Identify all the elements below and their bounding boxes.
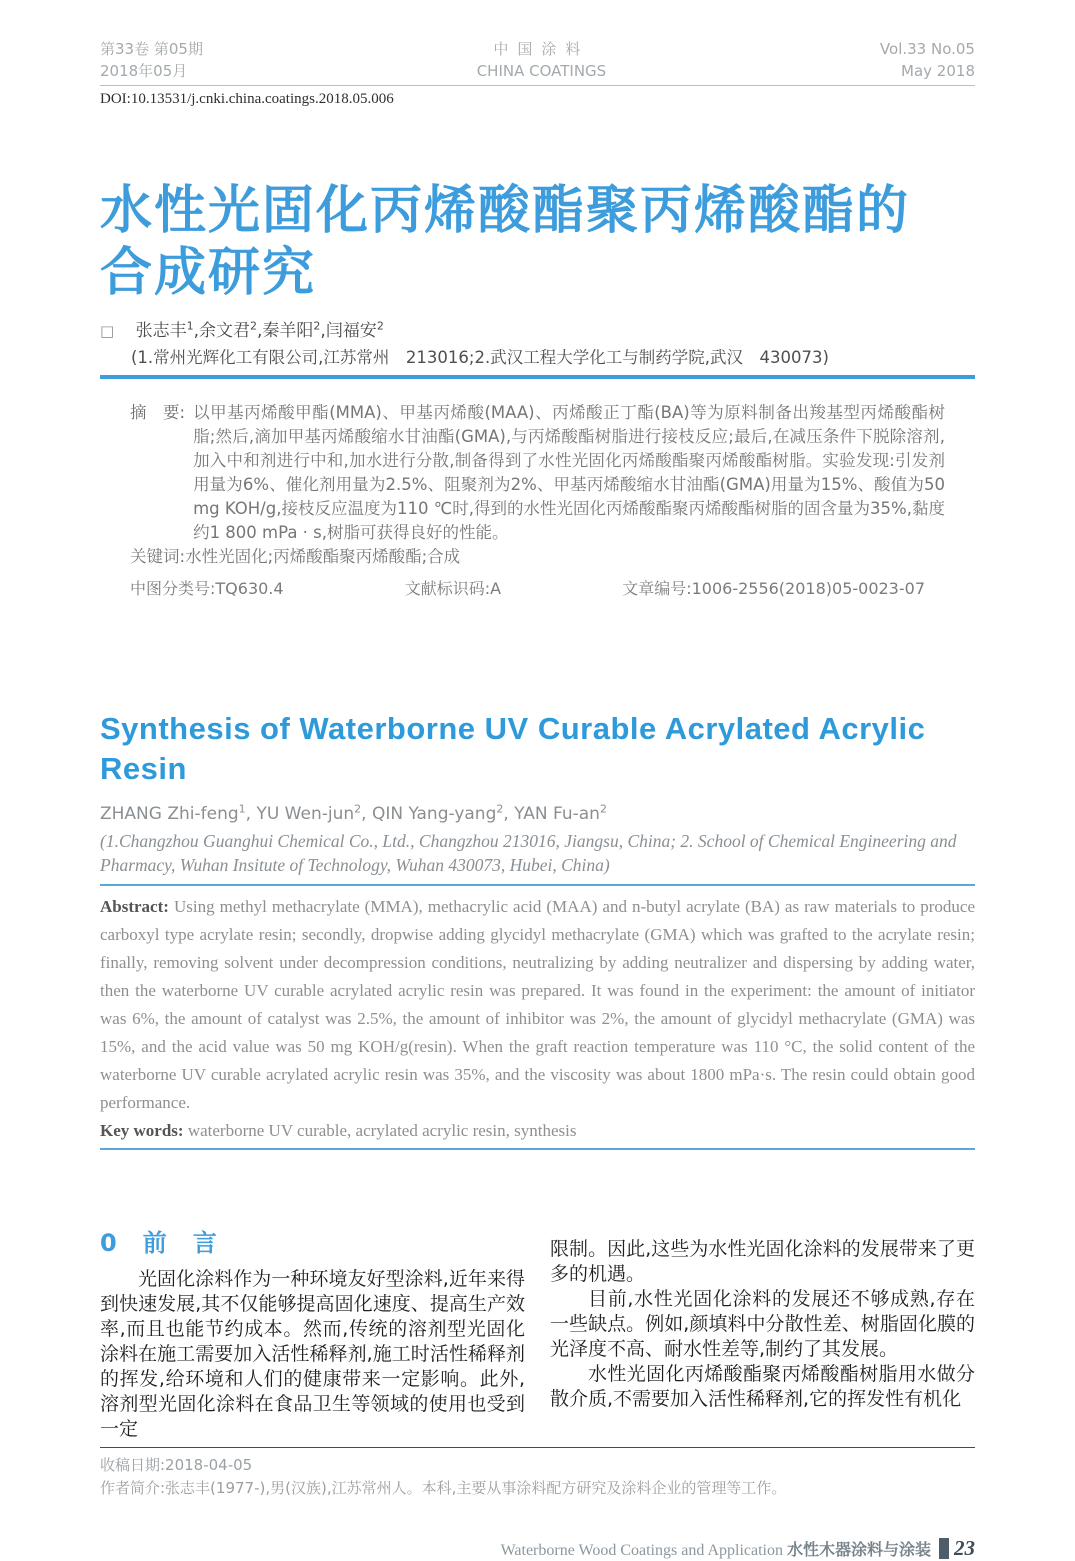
keywords-cn-text: 水性光固化;丙烯酸酯聚丙烯酸酯;合成 <box>185 547 461 566</box>
intro-paragraph-right-3: 水性光固化丙烯酸酯聚丙烯酸酯树脂用水做分散介质,不需要加入活性稀释剂,它的挥发性有机化 <box>550 1362 975 1410</box>
header-volume-issue-en <box>880 38 975 82</box>
keywords-cn <box>100 545 975 569</box>
section-heading <box>100 1228 525 1258</box>
author-cn-1: 张志丰$^1$, <box>135 319 199 341</box>
intro-paragraph-left: 光固化涂料作为一种环境友好型涂料,近年来得到快速发展,其不仅能够提高固化速度、提高生产效率,而且也能节约成本。然而,传统的溶剂型光固化涂料在施工需要加入活性稀释剂,施工时活性稀释剂的挥发,给环境和人们的健康带来一定影响。此外,溶剂型光固化涂料在食品卫生等领域的使用也受到一定 <box>100 1267 525 1440</box>
abstract-cn-label: 摘 要: <box>130 403 186 422</box>
article-title-cn <box>100 180 975 304</box>
abstract-cn <box>100 401 975 545</box>
keywords-cn-label: 关键词: <box>130 547 186 566</box>
journal-name-cn: 中国涂料 <box>493 40 590 58</box>
journal-name-en: CHINA COATINGS <box>476 62 607 80</box>
title-cn-line1: 水性光固化丙烯酸酯聚丙烯酸酯的 <box>100 181 911 241</box>
journal-header <box>100 38 975 86</box>
article-title-en: Synthesis of Waterborne UV Curable Acrylated Acrylic Resin <box>100 711 926 786</box>
divider-blue-thin-bottom <box>100 1148 975 1150</box>
body-columns <box>100 1228 975 1442</box>
article-id: 文章编号:1006-2556(2018)05-0023-07 <box>622 579 925 598</box>
page-content <box>100 38 975 1561</box>
journal-name <box>477 38 607 82</box>
author-cn-2: 余文君$^2$, <box>199 319 263 341</box>
author-en-1: ZHANG Zhi-feng$^1$, <box>100 802 257 824</box>
header-date-line-cn: 2018年05月 <box>100 62 188 80</box>
authors-cn <box>100 316 975 341</box>
header-date-en: May 2018 <box>901 62 975 80</box>
author-cn-4: 闫福安$^2$ <box>325 319 384 341</box>
header-vol-no: Vol.33 No.05 <box>879 40 975 58</box>
keywords-en <box>100 1117 975 1145</box>
abstract-en-text: Using methyl methacrylate (MMA), methacrylic acid (MAA) and n-butyl acrylate (BA) as raw materials to produce carboxyl type acrylate resin; secondly, dropwise adding glycidyl methacrylate (GMA) which was grafted to the acrylate resin; finally, removing solvent under decompression conditions, neutralizing by adding neutralizer and dispersing by adding water, then the waterborne UV curable acrylated acrylic resin was prepared. It was found in the experiment: the amount of initiator was 6%, the amount of catalyst was 2.5%, the amount of inhibitor was 2%, the amount of glycidyl methacrylate (GMA) was 15%, and the acid value was 50 mg KOH/g(resin). When the graft reaction temperature was 110 °C, the solid content of the waterborne UV curable acrylated acrylic resin was 35%, and the viscosity was about 1800 mPa·s. The resin could obtain good performance. <box>100 896 975 1112</box>
abstract-en-label: Abstract: <box>100 896 169 916</box>
authors-en <box>100 802 975 824</box>
footer-journal-en: Waterborne Wood Coatings and Application <box>500 1541 783 1559</box>
intro-paragraph-right-2: 目前,水性光固化涂料的发展还不够成熟,存在一些缺点。例如,颜填料中分散性差、树脂固化膜的光泽度不高、耐水性差等,制约了其发展。 <box>550 1287 975 1360</box>
divider-blue-thin-top <box>100 884 975 886</box>
footnotes <box>100 1454 975 1500</box>
keywords-en-text: waterborne UV curable, acrylated acrylic resin, synthesis <box>183 1120 577 1140</box>
abstract-cn-text: 以甲基丙烯酸甲酯(MMA)、甲基丙烯酸(MAA)、丙烯酸正丁酯(BA)等为原料制备出羧基型丙烯酸酯树脂;然后,滴加甲基丙烯酸缩水甘油酯(GMA),与丙烯酸酯树脂进行接枝反应;最后,在减压条件下脱除溶剂,加入中和剂进行中和,加水进行分散,制备得到了水性光固化丙烯酸酯聚丙烯酸酯树脂。实验发现:引发剂用量为6%、催化剂用量为2.5%、阻聚剂为2%、甲基丙烯酸缩水甘油酯(GMA)用量为15%、酸值为50 mg KOH/g,接枝反应温度为110 ℃时,得到的水性光固化丙烯酸酯聚丙烯酸酯树脂的固含量为35%,黏度约1 800 mPa · s,树脂可获得良好的性能。 <box>193 403 945 542</box>
footer-bar-icon <box>939 1538 949 1559</box>
author-bio: 作者简介:张志丰(1977-),男(汉族),江苏常州人。本科,主要从事涂料配方研究及涂料企业的管理等工作。 <box>100 1478 787 1497</box>
footer-journal-cn: 水性木器涂料与涂装 <box>786 1539 931 1559</box>
author-marker-icon: □ <box>100 322 115 340</box>
affiliation-cn: (1.常州光辉化工有限公司,江苏常州 213016;2.武汉工程大学化工与制药学院,武汉 430073) <box>131 348 829 367</box>
document-code: 文献标识码:A <box>404 579 502 598</box>
body-column-left <box>100 1228 525 1442</box>
section-word-2: 言 <box>192 1228 217 1257</box>
page-number: 23 <box>954 1535 975 1560</box>
keywords-en-label: Key words: <box>100 1120 184 1140</box>
header-volume-issue-cn <box>100 38 203 82</box>
body-column-right <box>550 1228 975 1442</box>
affiliation-en: (1.Changzhou Guanghui Chemical Co., Ltd., Changzhou 213016, Jiangsu, China; 2. School of Chemical Engineering and Pharmacy, Wuhan Insitute of Technology, Wuhan 430073, Hubei, China) <box>100 830 957 875</box>
page-footer <box>100 1536 975 1561</box>
title-cn-line2: 合成研究 <box>100 243 317 303</box>
author-en-4: YAN $Fu-an^2$ <box>514 802 607 824</box>
received-date: 收稿日期:2018-04-05 <box>100 1455 253 1474</box>
header-volume-line: 第33卷 第05期 <box>100 40 203 58</box>
clc-number: 中图分类号:TQ630.4 <box>130 579 284 598</box>
author-cn-3: 秦羊阳$^2$, <box>262 319 326 341</box>
section-word-1: 前 <box>142 1228 167 1257</box>
abstract-en <box>100 893 975 1117</box>
classification-row <box>100 576 975 599</box>
doi: DOI:10.13531/j.cnki.china.coatings.2018.05.006 <box>100 91 394 107</box>
section-number: 0 <box>100 1228 117 1257</box>
intro-paragraph-right-1: 限制。因此,这些为水性光固化涂料的发展带来了更多的机遇。 <box>550 1237 975 1285</box>
footnote-divider <box>100 1447 975 1448</box>
author-en-3: QIN Yang-yang$^2$, <box>371 802 515 824</box>
divider-blue-thick <box>100 375 975 379</box>
author-en-2: YU Wen-jun$^2$, <box>256 802 372 824</box>
